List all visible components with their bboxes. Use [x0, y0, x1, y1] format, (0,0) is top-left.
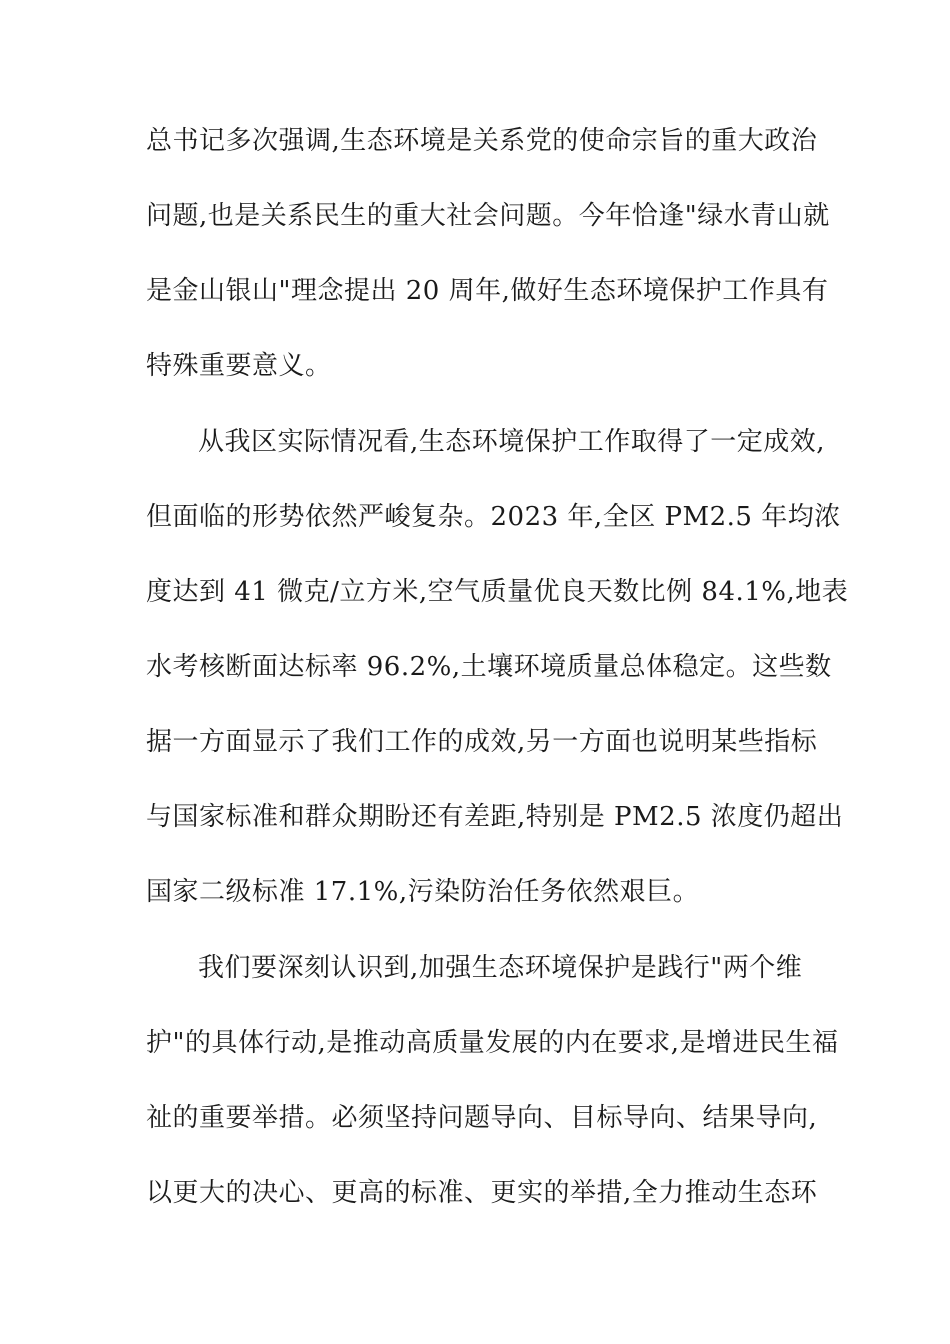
- paragraph-2-line-6: 与国家标准和群众期盼还有差距,特别是 PM2.5 浓度仍超出: [146, 802, 844, 832]
- paragraph-2-line-1: 从我区实际情况看,生态环境保护工作取得了一定成效,: [198, 427, 826, 457]
- paragraph-3-line-4: 以更大的决心、更高的标准、更实的举措,全力推动生态环: [146, 1178, 818, 1208]
- paragraph-3-line-1: 我们要深刻认识到,加强生态环境保护是践行"两个维: [198, 953, 803, 983]
- paragraph-1-line-4: 特殊重要意义。: [146, 351, 332, 381]
- paragraph-1-line-3: 是金山银山"理念提出 20 周年,做好生态环境保护工作具有: [146, 276, 829, 306]
- paragraph-1-line-2: 问题,也是关系民生的重大社会问题。今年恰逢"绿水青山就: [146, 201, 830, 231]
- paragraph-2-line-4: 水考核断面达标率 96.2%,土壤环境质量总体稳定。这些数: [146, 652, 832, 682]
- paragraph-2-line-5: 据一方面显示了我们工作的成效,另一方面也说明某些指标: [146, 727, 818, 757]
- paragraph-2-line-7: 国家二级标准 17.1%,污染防治任务依然艰巨。: [146, 877, 700, 907]
- paragraph-2-line-2: 但面临的形势依然严峻复杂。2023 年,全区 PM2.5 年均浓: [146, 502, 841, 532]
- paragraph-2-line-3: 度达到 41 微克/立方米,空气质量优良天数比例 84.1%,地表: [146, 577, 849, 607]
- paragraph-1-line-1: 总书记多次强调,生态环境是关系党的使命宗旨的重大政治: [146, 126, 818, 156]
- paragraph-3-line-3: 祉的重要举措。必须坚持问题导向、目标导向、结果导向,: [146, 1103, 818, 1133]
- paragraph-3-line-2: 护"的具体行动,是推动高质量发展的内在要求,是增进民生福: [146, 1028, 839, 1058]
